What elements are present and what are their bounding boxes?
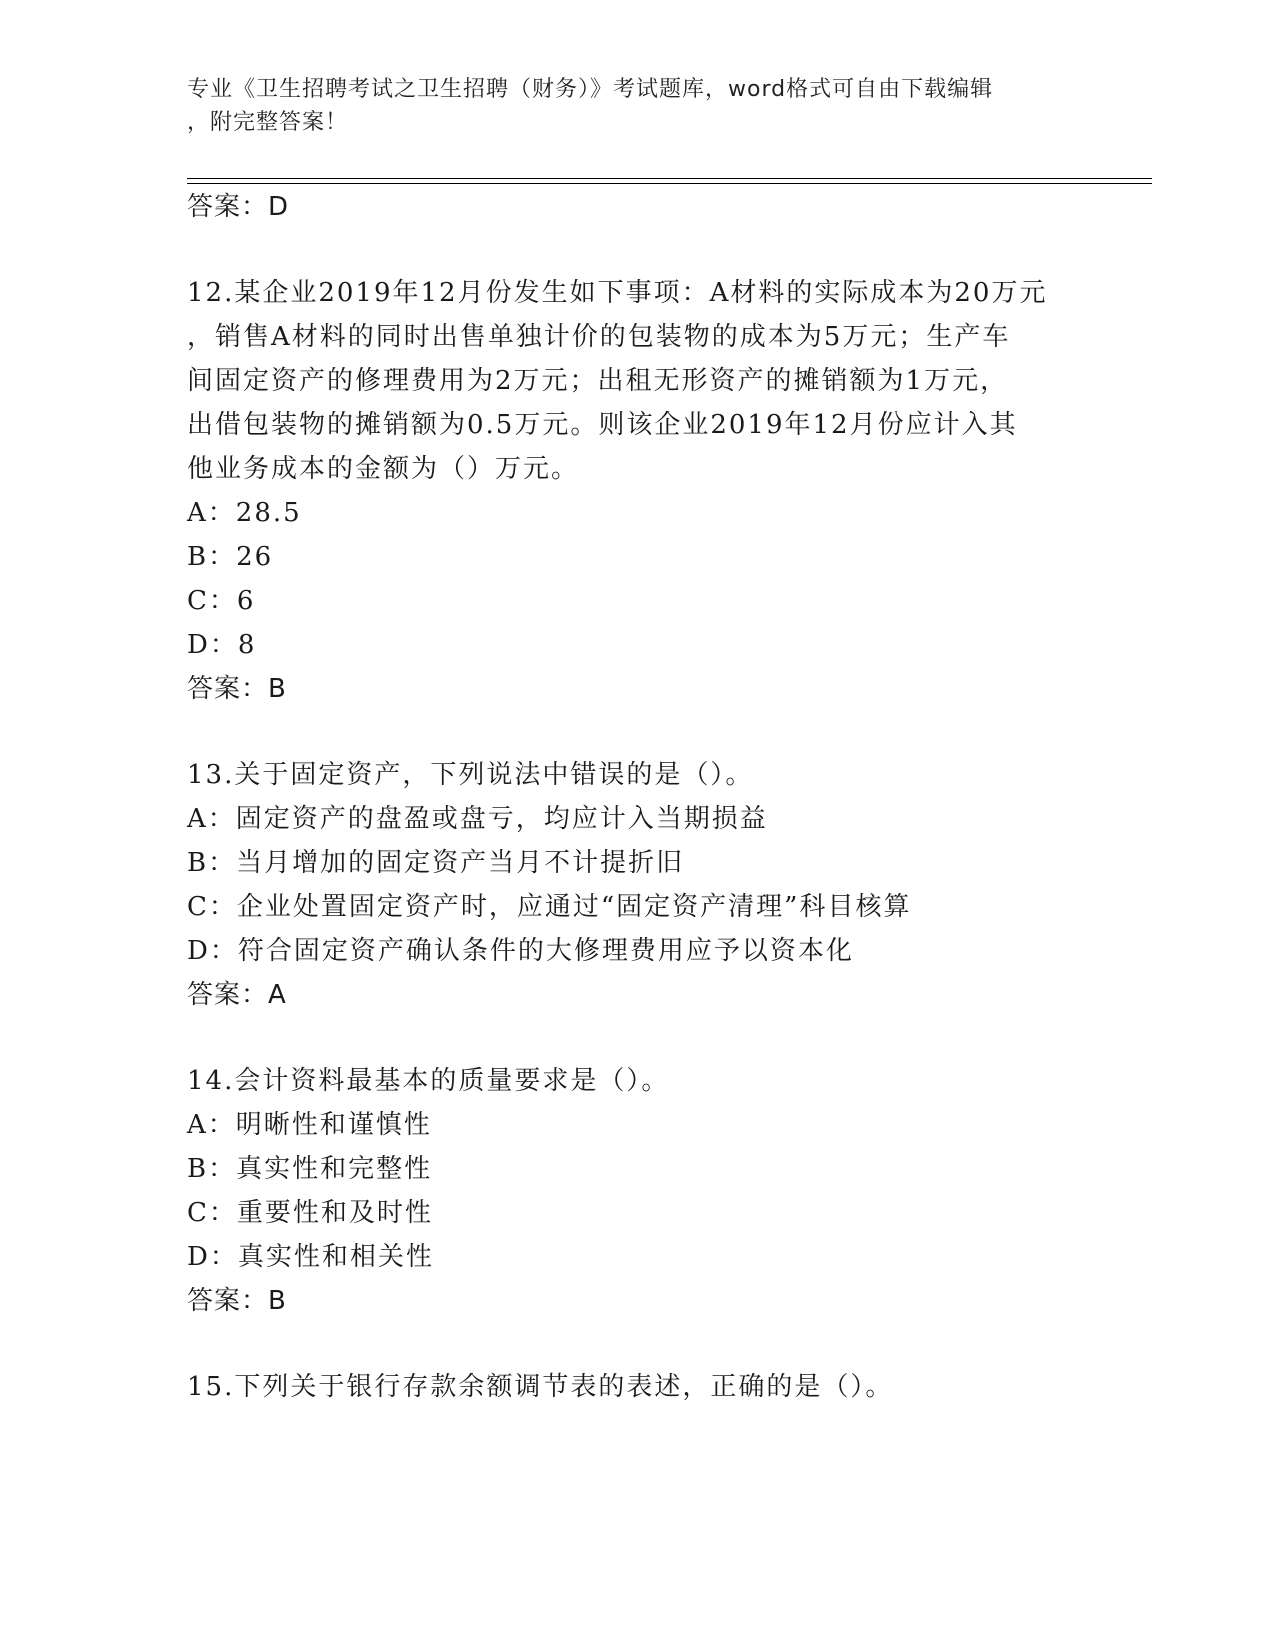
q14-option-b: B：真实性和完整性 <box>187 1154 433 1184</box>
q14-option-a: A：明晰性和谨慎性 <box>187 1110 432 1140</box>
q13-option-a: A：固定资产的盘盈或盘亏，均应计入当期损益 <box>187 804 768 834</box>
q13-option-d: D：符合固定资产确认条件的大修理费用应予以资本化 <box>187 936 854 966</box>
q12-option-a: A：28.5 <box>187 498 302 528</box>
q12-stem-line-3: 间固定资产的修理费用为2万元；出租无形资产的摊销额为1万元， <box>187 366 1009 396</box>
q12-stem-line-1: 12.某企业2019年12月份发生如下事项：A材料的实际成本为20万元 <box>187 278 1048 308</box>
q13-option-b: B：当月增加的固定资产当月不计提折旧 <box>187 848 685 878</box>
header-line-1: 专业《卫生招聘考试之卫生招聘（财务）》考试题库，word格式可自由下载编辑 <box>187 77 994 102</box>
q12-stem-line-5: 他业务成本的金额为（）万元。 <box>187 454 580 484</box>
q15-stem-line-1: 15.下列关于银行存款余额调节表的表述，正确的是（）。 <box>187 1372 894 1402</box>
q12-option-b: B：26 <box>187 542 274 572</box>
page-header <box>187 73 1087 139</box>
q14-stem-line-1: 14.会计资料最基本的质量要求是（）。 <box>187 1066 670 1096</box>
q14-option-d: D：真实性和相关性 <box>187 1242 434 1272</box>
q12-option-d: D：8 <box>187 630 257 660</box>
q13-option-c: C：企业处置固定资产时，应通过“固定资产清理”科目核算 <box>187 892 912 922</box>
q14-option-c: C：重要性和及时性 <box>187 1198 433 1228</box>
q13-answer: 答案：A <box>187 980 287 1010</box>
header-line-2: ，附完整答案！ <box>187 110 349 135</box>
header-rule-bottom <box>187 183 1152 184</box>
q12-answer: 答案：B <box>187 674 287 704</box>
q12-option-c: C：6 <box>187 586 256 616</box>
answer-11: 答案：D <box>187 192 290 222</box>
q12-stem-line-4: 出借包装物的摊销额为0.5万元。则该企业2019年12月份应计入其 <box>187 410 1018 440</box>
header-rule-top <box>187 178 1152 179</box>
q14-answer: 答案：B <box>187 1286 287 1316</box>
q12-stem-line-2: ，销售A材料的同时出售单独计价的包装物的成本为5万元；生产车 <box>187 322 1011 352</box>
q13-stem-line-1: 13.关于固定资产，下列说法中错误的是（）。 <box>187 760 754 790</box>
